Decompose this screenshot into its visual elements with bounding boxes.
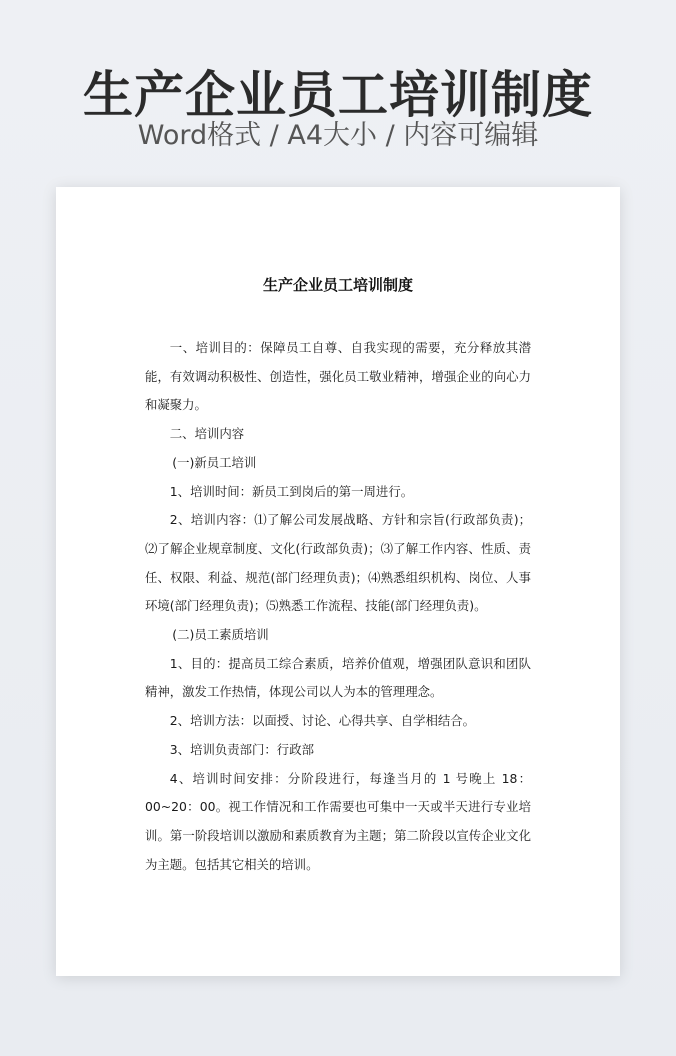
paragraph-responsible-dept: 3、培训负责部门：行政部 <box>169 741 314 757</box>
heading-quality-training: (二)员工素质培训 <box>172 627 269 643</box>
document-body <box>145 334 531 879</box>
document-title: 生产企业员工培训制度 <box>262 276 413 294</box>
banner-title: 生产企业员工培训制度 <box>83 66 593 124</box>
paragraph-purpose: 一、培训目的：保障员工自尊、自我实现的需要，充分释放其潜能，有效调动积极性、创造性，强化员工敬业精神，增强企业的向心力和凝聚力。 <box>145 340 531 413</box>
paragraph-objective: 1、目的：提高员工综合素质，培养价值观，增强团队意识和团队精神，激发工作热情，体现公司以人为本的管理理念。 <box>145 655 531 700</box>
paragraph-training-method: 2、培训方法：以面授、讨论、心得共享、自学相结合。 <box>169 713 476 729</box>
heading-training-content: 二、培训内容 <box>169 426 245 442</box>
banner-subtitle: Word格式 / A4大小 / 内容可编辑 <box>137 120 539 151</box>
paragraph-schedule: 4、培训时间安排：分阶段进行，每逢当月的 1 号晚上 18：00~20：00。视工作情况和工作需要也可集中一天或半天进行专业培训。第一阶段培训以激励和素质教育为主题；第二阶段以宣传企业文化为主题。包括其它相关的培训。 <box>145 770 531 872</box>
paragraph-training-content: 2、培训内容：⑴了解公司发展战略、方针和宗旨(行政部负责)；⑵了解企业规章制度、文化(行政部负责)；⑶了解工作内容、性质、责任、权限、利益、规范(部门经理负责)；⑷熟悉组织机构、岗位、人事环境(部门经理负责)；⑸熟悉工作流程、技能(部门经理负责)。 <box>145 512 531 614</box>
heading-new-employee-training: (一)新员工培训 <box>172 454 257 470</box>
paragraph-training-time: 1、培训时间：新员工到岗后的第一周进行。 <box>169 483 414 499</box>
document-page <box>56 187 620 976</box>
